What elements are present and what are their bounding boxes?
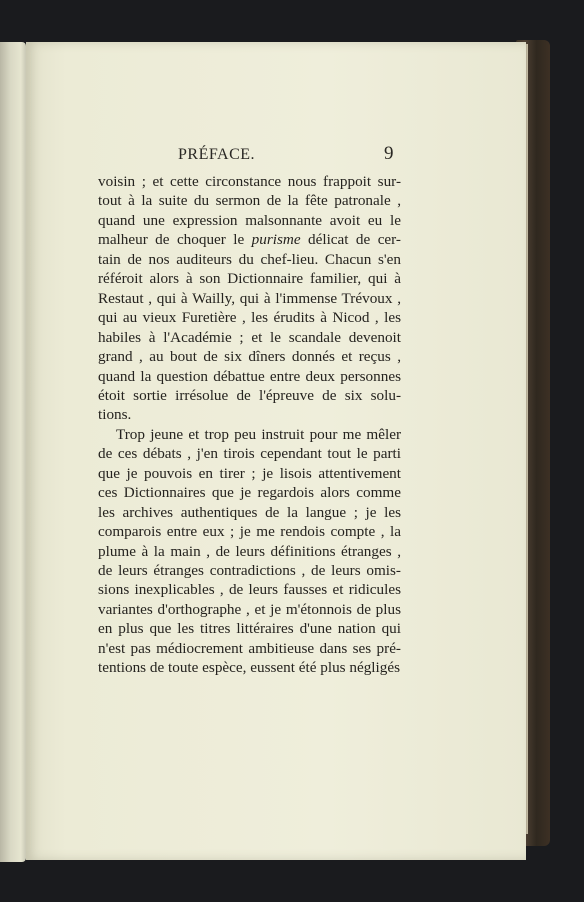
text-line: de ces débats , j'en tirois cependant tout le parti bbox=[98, 445, 401, 463]
text-line: grand , au bout de six dîners donnés et reçus , bbox=[98, 348, 401, 366]
text-line: sions inexplicables , de leurs fausses et ridicules bbox=[98, 581, 401, 599]
text-line: en plus que les titres littéraires d'une nation qui bbox=[98, 620, 401, 638]
text-line: tout à la suite du sermon de la fête patronale , bbox=[98, 192, 401, 210]
text-line: quand la question débattue entre deux personnes bbox=[98, 367, 401, 385]
text-segment: malheur de choquer le bbox=[98, 231, 252, 249]
page-number: 9 bbox=[384, 143, 394, 164]
text-line: tentions de toute espèce, eussent été plus négligés bbox=[98, 659, 400, 677]
text-segment: délicat de cer- bbox=[300, 231, 401, 249]
italic-word: purisme bbox=[251, 231, 301, 249]
text-line: Restaut , qui à Wailly, qui à l'immense Trévoux , bbox=[98, 289, 401, 307]
text-line: tain de nos auditeurs du chef-lieu. Chacun s'en bbox=[98, 250, 401, 268]
text-line: Trop jeune et trop peu instruit pour me mêler bbox=[116, 425, 401, 443]
running-head: PRÉFACE. bbox=[178, 146, 256, 163]
text-line: les archives authentiques de la langue ; je les bbox=[98, 503, 401, 521]
text-line: n'est pas médiocrement ambitieuse dans ses pré- bbox=[98, 639, 401, 657]
text-line: variantes d'orthographe , et je m'étonnois de plus bbox=[98, 600, 401, 618]
previous-page-edge bbox=[0, 42, 26, 862]
text-line: référoit alors à son Dictionnaire familier, qui à bbox=[98, 270, 401, 288]
text-line: voisin ; et cette circonstance nous frappoit sur- bbox=[98, 173, 401, 190]
text-line: tions. bbox=[98, 406, 132, 424]
text-line: étoit sortie irrésolue de l'épreuve de six solu- bbox=[98, 386, 401, 404]
text-line: quand une expression malsonnante avoit eu le bbox=[98, 211, 401, 229]
text-line: ces Dictionnaires que je regardois alors comme bbox=[98, 484, 401, 502]
text-line: que je pouvois en tirer ; je lisois attentivement bbox=[98, 464, 401, 482]
text-line: qui au vieux Furetière , les érudits à Nicod , les bbox=[98, 309, 401, 327]
text-line: plume à la main , de leurs définitions étranges , bbox=[98, 542, 401, 560]
text-line bbox=[98, 231, 401, 248]
text-line: habiles à l'Académie ; et le scandale devenoit bbox=[98, 328, 401, 346]
text-line: comparois entre eux ; je me rendois compte , la bbox=[98, 523, 401, 541]
text-line: de leurs étranges contradictions , de leurs omis- bbox=[98, 562, 401, 579]
